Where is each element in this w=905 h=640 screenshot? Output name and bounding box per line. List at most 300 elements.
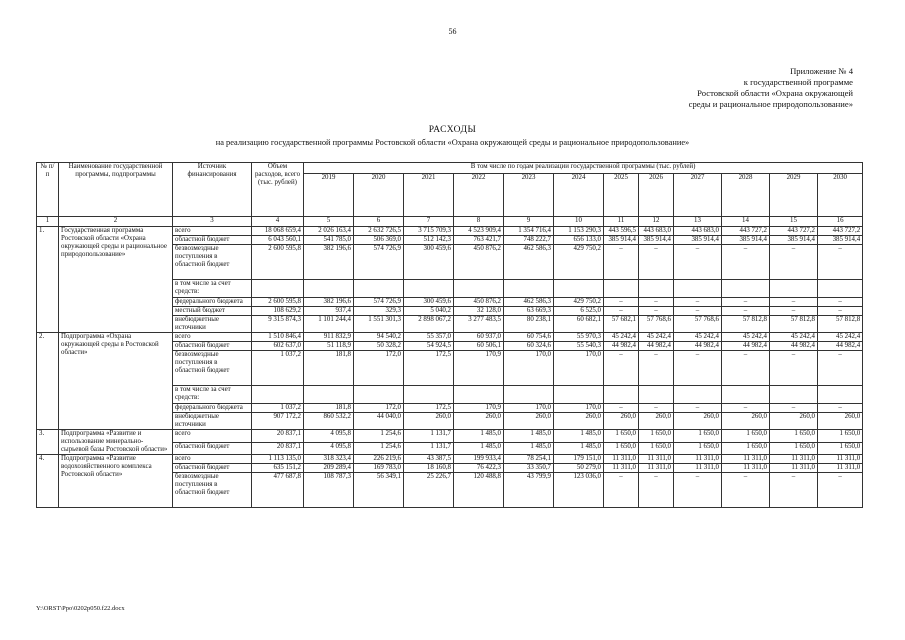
column-number: 11 [604, 217, 639, 227]
year-value: 260,0 [722, 413, 770, 430]
year-value: 260,0 [554, 413, 604, 430]
year-value: 56 349,1 [354, 473, 404, 508]
year-value: 260,0 [770, 413, 818, 430]
column-number: 3 [173, 217, 252, 227]
year-value [304, 386, 354, 404]
year-value: – [770, 307, 818, 316]
year-value [404, 280, 454, 298]
funding-source: в том числе за счет средств: [173, 386, 252, 404]
year-value: 11 311,0 [722, 455, 770, 464]
year-value [604, 280, 639, 298]
header-by-years: В том числе по годам реализации государственной программы (тыс. рублей) [304, 163, 863, 174]
section-name: Государственная программа Ростовской области «Охрана окружающей среды и рациональное природопользование» [59, 227, 173, 333]
year-value: 11 311,0 [639, 455, 674, 464]
year-value: – [639, 351, 674, 386]
year-value: 260,0 [639, 413, 674, 430]
header-year: 2028 [722, 174, 770, 217]
funding-source: безвозмездные поступления в областной бюджет [173, 473, 252, 508]
year-value: 1 650,0 [818, 442, 863, 455]
year-value: 57 812,8 [818, 316, 863, 333]
year-value: 123 036,0 [554, 473, 604, 508]
funding-source: безвозмездные поступления в областной бюджет [173, 351, 252, 386]
year-value [818, 280, 863, 298]
year-value: 3 277 483,5 [454, 316, 504, 333]
year-value: – [674, 404, 722, 413]
year-value: 450 876,2 [454, 298, 504, 307]
total-value: 635 151,2 [252, 464, 304, 473]
year-value: 172,5 [404, 404, 454, 413]
header-name: Наименование государственной программы, подпрограммы [59, 163, 173, 217]
year-value: – [818, 473, 863, 508]
year-value: 385 914,4 [770, 236, 818, 245]
year-value: 57 682,1 [604, 316, 639, 333]
year-value: 382 196,6 [304, 298, 354, 307]
year-value: 45 242,4 [604, 333, 639, 342]
year-value: 462 586,3 [504, 245, 554, 280]
appendix-line: среды и рациональное природопользование» [688, 99, 853, 109]
year-value: 574 726,9 [354, 298, 404, 307]
year-value: 57 812,8 [770, 316, 818, 333]
year-value: 60 754,6 [504, 333, 554, 342]
year-value: – [639, 307, 674, 316]
column-number: 2 [59, 217, 173, 227]
year-value: – [722, 473, 770, 508]
year-value: 450 876,2 [454, 245, 504, 280]
year-value [818, 386, 863, 404]
year-value: – [722, 298, 770, 307]
total-value: 907 172,2 [252, 413, 304, 430]
appendix-line: Приложение № 4 [790, 66, 853, 76]
column-number: 5 [304, 217, 354, 227]
year-value: 120 488,8 [454, 473, 504, 508]
year-value: 1 650,0 [818, 430, 863, 443]
year-value: 11 311,0 [674, 455, 722, 464]
year-value: 44 982,4 [770, 342, 818, 351]
year-value: 44 982,4 [674, 342, 722, 351]
funding-source: областной бюджет [173, 442, 252, 455]
year-value [454, 386, 504, 404]
header-year: 2019 [304, 174, 354, 217]
column-number: 1 [37, 217, 59, 227]
header-num: № п/п [37, 163, 59, 217]
year-value: – [770, 245, 818, 280]
year-value: 2 026 163,4 [304, 227, 354, 236]
funding-source: внебюджетные источники [173, 413, 252, 430]
year-value: – [722, 404, 770, 413]
year-value: – [674, 298, 722, 307]
year-value: 1 101 244,4 [304, 316, 354, 333]
year-value: 60 324,6 [504, 342, 554, 351]
year-value: 172,5 [404, 351, 454, 386]
total-value: 1 037,2 [252, 404, 304, 413]
year-value: – [674, 473, 722, 508]
footer-path: Y:\ORST\Ppo\0202p050.f22.docx [36, 605, 125, 612]
funding-source: местный бюджет [173, 307, 252, 316]
header-year: 2029 [770, 174, 818, 217]
total-value: 18 068 659,4 [252, 227, 304, 236]
year-value: 1 650,0 [770, 442, 818, 455]
year-value [504, 280, 554, 298]
appendix-line: к государственной программе [743, 77, 853, 87]
year-value: 1 485,0 [454, 442, 504, 455]
year-value [639, 386, 674, 404]
year-value: – [770, 473, 818, 508]
page-number: 56 [448, 27, 457, 36]
year-value [770, 280, 818, 298]
year-value: 2 898 067,2 [404, 316, 454, 333]
year-value: – [818, 245, 863, 280]
funding-source: областной бюджет [173, 464, 252, 473]
document-subtitle: на реализацию государственной программы Ростовской области «Охрана окружающей среды и рациональное природопользование» [215, 138, 690, 147]
year-value: 911 832,9 [304, 333, 354, 342]
header-year: 2020 [354, 174, 404, 217]
column-number: 13 [674, 217, 722, 227]
year-value: 512 142,3 [404, 236, 454, 245]
year-value: 18 160,8 [404, 464, 454, 473]
year-value: 300 459,6 [404, 245, 454, 280]
year-value: – [639, 473, 674, 508]
total-value: 1 037,2 [252, 351, 304, 386]
year-value: 429 750,2 [554, 245, 604, 280]
document-title: РАСХОДЫ [428, 125, 477, 135]
year-value: 260,0 [504, 413, 554, 430]
column-number: 9 [504, 217, 554, 227]
year-value: 1 650,0 [639, 442, 674, 455]
year-value: 574 726,9 [354, 245, 404, 280]
year-value [454, 280, 504, 298]
total-value: 2 600 595,8 [252, 298, 304, 307]
year-value: 385 914,4 [818, 236, 863, 245]
year-value: 4 523 909,4 [454, 227, 504, 236]
year-value: 11 311,0 [722, 464, 770, 473]
year-value: 3 715 709,3 [404, 227, 454, 236]
year-value: 63 669,3 [504, 307, 554, 316]
year-value: 94 540,2 [354, 333, 404, 342]
year-value: – [818, 298, 863, 307]
total-value: 9 315 874,3 [252, 316, 304, 333]
funding-source: всего [173, 227, 252, 236]
year-value: – [770, 351, 818, 386]
year-value [304, 280, 354, 298]
year-value: 44 982,4 [818, 342, 863, 351]
year-value: – [722, 307, 770, 316]
year-value: 1 650,0 [674, 442, 722, 455]
year-value: – [674, 351, 722, 386]
funding-source: всего [173, 455, 252, 464]
year-value: 4 095,8 [304, 442, 354, 455]
year-value: 1 650,0 [770, 430, 818, 443]
year-value: – [604, 307, 639, 316]
year-value: 45 242,4 [722, 333, 770, 342]
column-number: 7 [404, 217, 454, 227]
year-value: 429 750,2 [554, 298, 604, 307]
year-value: 170,0 [554, 404, 604, 413]
total-value: 20 837,1 [252, 442, 304, 455]
year-value: 57 768,6 [674, 316, 722, 333]
funding-source: безвозмездные поступления в областной бюджет [173, 245, 252, 280]
year-value: 11 311,0 [604, 464, 639, 473]
year-value: – [770, 298, 818, 307]
funding-source: внебюджетные источники [173, 316, 252, 333]
year-value: 1 650,0 [722, 442, 770, 455]
year-value: 1 650,0 [639, 430, 674, 443]
year-value: 329,3 [354, 307, 404, 316]
total-value: 20 837,1 [252, 430, 304, 443]
header-volume: Объем расходов, всего (тыс. рублей) [252, 163, 304, 217]
year-value: 11 311,0 [770, 464, 818, 473]
year-value: – [674, 307, 722, 316]
year-value [504, 386, 554, 404]
year-value: 45 242,4 [818, 333, 863, 342]
year-value: 318 323,4 [304, 455, 354, 464]
year-value: 443 596,5 [604, 227, 639, 236]
year-value: 1 485,0 [504, 442, 554, 455]
total-value: 1 510 846,4 [252, 333, 304, 342]
header-year: 2023 [504, 174, 554, 217]
year-value: 44 040,0 [354, 413, 404, 430]
year-value [674, 386, 722, 404]
year-value: 260,0 [674, 413, 722, 430]
section-number: 4. [37, 455, 59, 508]
section-number: 2. [37, 333, 59, 430]
section-name: Подпрограмма «Развитие и использование минерально-сырьевой базы Ростовской области» [59, 430, 173, 455]
funding-source: областной бюджет [173, 236, 252, 245]
year-value: 44 982,4 [639, 342, 674, 351]
year-value: 260,0 [604, 413, 639, 430]
total-value [252, 280, 304, 298]
year-value: 226 219,6 [354, 455, 404, 464]
header-year: 2025 [604, 174, 639, 217]
year-value: – [722, 351, 770, 386]
column-number: 8 [454, 217, 504, 227]
year-value: 443 683,0 [639, 227, 674, 236]
year-value: – [604, 351, 639, 386]
year-value: 1 650,0 [604, 430, 639, 443]
year-value [604, 386, 639, 404]
year-value: 60 682,1 [554, 316, 604, 333]
year-value: – [604, 473, 639, 508]
year-value: 1 153 290,3 [554, 227, 604, 236]
year-value: 51 118,9 [304, 342, 354, 351]
year-value: 1 485,0 [554, 442, 604, 455]
year-value: 1 551 301,3 [354, 316, 404, 333]
year-value: 32 128,0 [454, 307, 504, 316]
year-value: 11 311,0 [604, 455, 639, 464]
year-value: 385 914,4 [722, 236, 770, 245]
year-value: 300 459,6 [404, 298, 454, 307]
year-value: 1 650,0 [674, 430, 722, 443]
year-value: 11 311,0 [818, 455, 863, 464]
year-value [354, 280, 404, 298]
column-number: 10 [554, 217, 604, 227]
year-value: 506 369,0 [354, 236, 404, 245]
funding-source: федерального бюджета [173, 404, 252, 413]
table-row [37, 227, 863, 236]
year-value: 60 937,0 [454, 333, 504, 342]
year-value [554, 280, 604, 298]
year-value: 50 328,2 [354, 342, 404, 351]
year-value: 181,8 [304, 351, 354, 386]
year-value: 44 982,4 [604, 342, 639, 351]
year-value [354, 386, 404, 404]
year-value: 179 151,0 [554, 455, 604, 464]
year-value: 45 242,4 [674, 333, 722, 342]
year-value: 55 970,3 [554, 333, 604, 342]
year-value: 55 540,3 [554, 342, 604, 351]
year-value: 43 799,9 [504, 473, 554, 508]
year-value: 43 387,5 [404, 455, 454, 464]
year-value: 172,0 [354, 351, 404, 386]
year-value: 169 783,0 [354, 464, 404, 473]
year-value: 11 311,0 [818, 464, 863, 473]
funding-source: всего [173, 430, 252, 443]
year-value: 1 485,0 [454, 430, 504, 443]
year-value: 4 095,8 [304, 430, 354, 443]
year-value: 199 933,4 [454, 455, 504, 464]
header-year: 2026 [639, 174, 674, 217]
year-value: 170,0 [504, 404, 554, 413]
year-value: 1 131,7 [404, 430, 454, 443]
year-value: 209 289,4 [304, 464, 354, 473]
year-value: 57 768,6 [639, 316, 674, 333]
year-value: 763 421,7 [454, 236, 504, 245]
year-value: 54 924,5 [404, 342, 454, 351]
year-value: 860 532,2 [304, 413, 354, 430]
header-year: 2021 [404, 174, 454, 217]
year-value: 60 506,1 [454, 342, 504, 351]
table-row [37, 455, 863, 464]
section-number: 3. [37, 430, 59, 455]
header-year: 2030 [818, 174, 863, 217]
year-value: 2 632 726,5 [354, 227, 404, 236]
year-value: 55 357,0 [404, 333, 454, 342]
year-value: 44 982,4 [722, 342, 770, 351]
table-row [37, 333, 863, 342]
year-value: 260,0 [818, 413, 863, 430]
total-value: 602 637,0 [252, 342, 304, 351]
column-number: 16 [818, 217, 863, 227]
total-value: 108 629,2 [252, 307, 304, 316]
year-value [404, 386, 454, 404]
header-source: Источник финансирования [173, 163, 252, 217]
funding-source: областной бюджет [173, 342, 252, 351]
year-value: 1 485,0 [504, 430, 554, 443]
year-value: – [639, 298, 674, 307]
year-value: 443 683,0 [674, 227, 722, 236]
year-value: 6 525,0 [554, 307, 604, 316]
total-value [252, 386, 304, 404]
year-value: 1 254,6 [354, 430, 404, 443]
year-value: – [604, 404, 639, 413]
year-value: 443 727,2 [818, 227, 863, 236]
column-number: 6 [354, 217, 404, 227]
year-value: 76 422,3 [454, 464, 504, 473]
year-value: 170,9 [454, 351, 504, 386]
year-value: 260,0 [454, 413, 504, 430]
year-value: 385 914,4 [604, 236, 639, 245]
year-value: 385 914,4 [639, 236, 674, 245]
year-value: – [604, 298, 639, 307]
year-value: 181,8 [304, 404, 354, 413]
header-year: 2022 [454, 174, 504, 217]
year-value: 170,0 [504, 351, 554, 386]
funding-source: всего [173, 333, 252, 342]
year-value: 45 242,4 [639, 333, 674, 342]
year-value: 443 727,2 [770, 227, 818, 236]
year-value: 78 254,1 [504, 455, 554, 464]
header-year: 2024 [554, 174, 604, 217]
year-value: 1 254,6 [354, 442, 404, 455]
year-value: 11 311,0 [639, 464, 674, 473]
header-year: 2027 [674, 174, 722, 217]
year-value: – [674, 245, 722, 280]
year-value: – [770, 404, 818, 413]
year-value: 11 311,0 [770, 455, 818, 464]
year-value: 1 131,7 [404, 442, 454, 455]
year-value: 172,0 [354, 404, 404, 413]
total-value: 477 687,8 [252, 473, 304, 508]
total-value: 6 043 560,1 [252, 236, 304, 245]
year-value [639, 280, 674, 298]
year-value [722, 386, 770, 404]
year-value: 748 222,7 [504, 236, 554, 245]
funding-source: федерального бюджета [173, 298, 252, 307]
year-value [554, 386, 604, 404]
column-number: 14 [722, 217, 770, 227]
year-value [674, 280, 722, 298]
year-value: 260,0 [404, 413, 454, 430]
column-number: 15 [770, 217, 818, 227]
year-value: 656 133,0 [554, 236, 604, 245]
year-value: 33 350,7 [504, 464, 554, 473]
funding-source: в том числе за счет средств: [173, 280, 252, 298]
year-value: 57 812,8 [722, 316, 770, 333]
section-name: Подпрограмма «Охрана окружающей среды в Ростовской области» [59, 333, 173, 430]
year-value: 937,4 [304, 307, 354, 316]
year-value: – [604, 245, 639, 280]
appendix-block [653, 66, 853, 110]
year-value [770, 386, 818, 404]
year-value: 385 914,4 [674, 236, 722, 245]
year-value: – [818, 307, 863, 316]
year-value: 170,9 [454, 404, 504, 413]
year-value: 443 727,2 [722, 227, 770, 236]
year-value: 1 354 716,4 [504, 227, 554, 236]
year-value: 170,0 [554, 351, 604, 386]
year-value: 1 485,0 [554, 430, 604, 443]
year-value: 11 311,0 [674, 464, 722, 473]
appendix-line: Ростовской области «Охрана окружающей [697, 88, 853, 98]
year-value: 541 785,0 [304, 236, 354, 245]
year-value [722, 280, 770, 298]
year-value: – [639, 245, 674, 280]
year-value: 1 650,0 [604, 442, 639, 455]
year-value: 25 226,7 [404, 473, 454, 508]
expenses-table [36, 162, 863, 508]
year-value: – [639, 404, 674, 413]
year-value: – [722, 245, 770, 280]
year-value: 108 787,3 [304, 473, 354, 508]
year-value: 80 238,1 [504, 316, 554, 333]
column-number: 4 [252, 217, 304, 227]
year-value: – [818, 404, 863, 413]
year-value: 45 242,4 [770, 333, 818, 342]
section-name: Подпрограмма «Развитие водохозяйственного комплекса Ростовской области» [59, 455, 173, 508]
column-number: 12 [639, 217, 674, 227]
year-value: 1 650,0 [722, 430, 770, 443]
total-value: 1 113 135,0 [252, 455, 304, 464]
year-value: 462 586,3 [504, 298, 554, 307]
